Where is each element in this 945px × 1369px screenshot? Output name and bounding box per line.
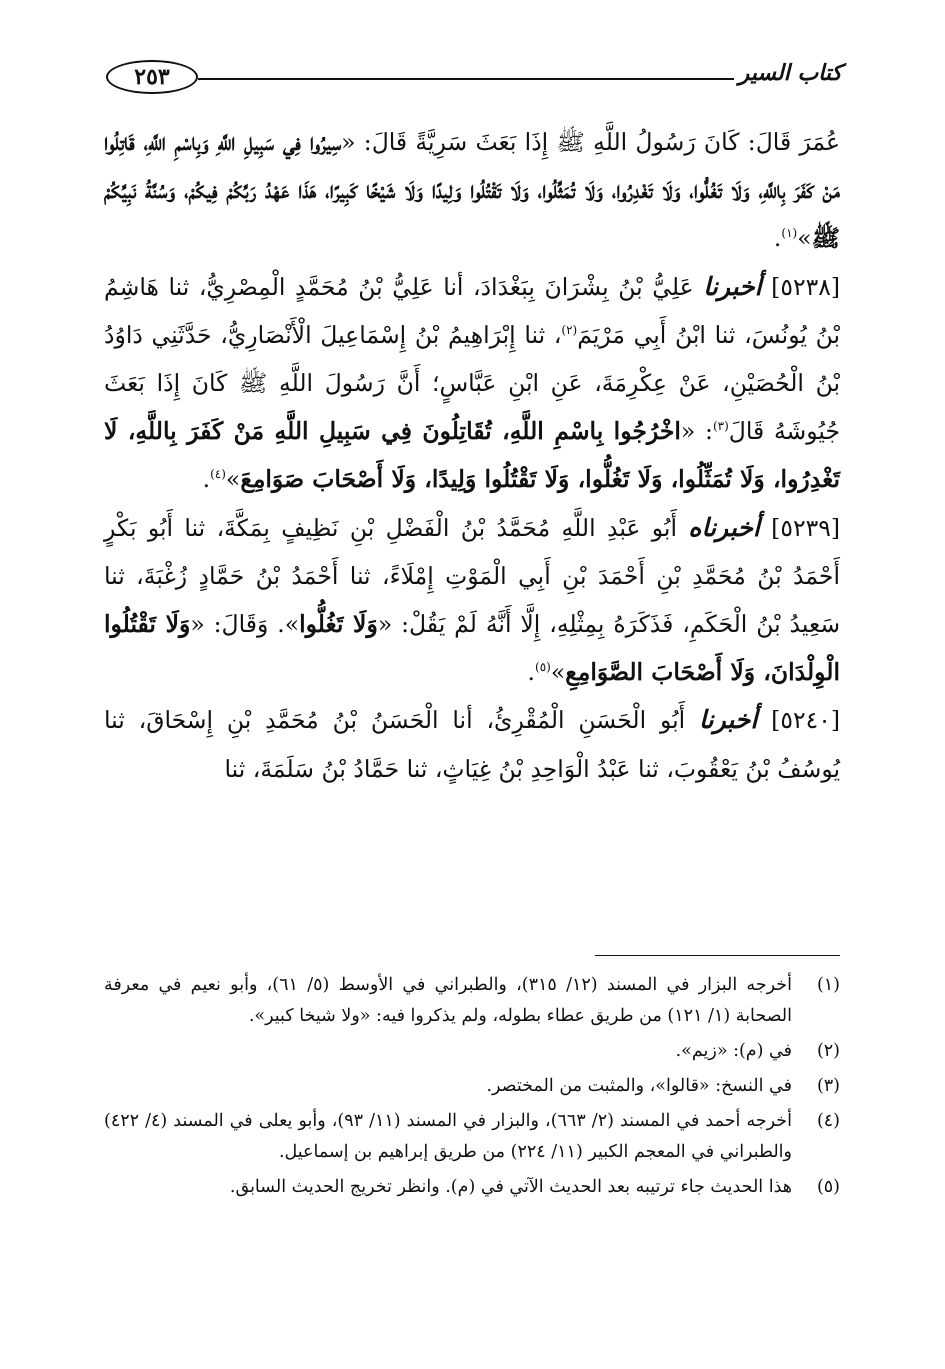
transmission-term: أخبرنا [703, 271, 762, 301]
hadith-text: سِيرُوا فِي سَبِيلِ اللَّهِ وَبِاسْمِ اللَّهِ، قَاتِلُوا مَنْ كَفَرَ بِاللَّهِ، وَلَا تَغُلُّوا، وَلَا تَغْدِرُوا، وَلَا تُمَثِّلُوا، وَلَا تَقْتُلُوا وَلِيدًا وَلَا شَيْخًا كَبِيرًا، هَذَا عَهْدُ رَبِّكُمْ فِيكُمْ، وَسُنَّةُ نَبِيِّكُمْ ﷺ [104, 128, 840, 253]
footnote-ref: (٢) [561, 322, 578, 337]
text-run: . [773, 224, 782, 253]
text-run: . [527, 658, 536, 687]
text-run: : « [680, 417, 713, 446]
text-run: » [797, 224, 812, 253]
footnote-text: في (م): «زيم». [675, 1041, 792, 1061]
footnote-ref: (١) [781, 226, 798, 241]
footnote-text: هذا الحديث جاء ترتيبه بعد الحديث الآتي في (م). وانظر تخريج الحديث السابق. [229, 1177, 792, 1197]
footnote-text: في النسخ: «قالوا»، والمثبت من المختصر. [486, 1076, 792, 1096]
footnote-number: (١) [816, 975, 840, 995]
book-title: كتاب السير [738, 60, 842, 86]
footnote-number: (٥) [816, 1177, 840, 1197]
paragraph [104, 263, 840, 504]
paragraph [104, 504, 840, 697]
footnote [104, 1106, 840, 1168]
footnotes [104, 970, 840, 1207]
hadith-text: وَلَا تَغُلُّوا [299, 610, 378, 639]
text-run: » [225, 465, 241, 494]
footnote-number: (٤) [816, 1111, 840, 1131]
footnote-separator [595, 955, 840, 956]
hadith-text: وَلَا تَقْتُلُوا الْوِلْدَانَ، وَلَا أَصْحَابَ الصَّوَامِعِ [104, 610, 840, 687]
text-run: عَلِيُّ بْنُ بِشْرَانَ بِبَغْدَادَ، أنا عَلِيُّ بْنُ مُحَمَّدٍ الْمِصْرِيُّ، ثنا هَاشِمُ بْنُ يُونُسَ، ثنا ابْنُ أَبِي مَرْيَمَ [104, 272, 841, 349]
text-run: أَبُو عَبْدِ اللَّهِ مُحَمَّدُ بْنُ الْفَضْلِ بْنِ نَظِيفٍ بِمَكَّةَ، ثنا أَبُو بَكْرٍ أَحْمَدُ بْنُ مُحَمَّدِ بْنِ أَحْمَدَ بْنِ أَبِي الْمَوْتِ إِمْلَاءً، ثنا أَحْمَدُ بْنُ حَمَّادٍ زُغْبَةَ، ثنا سَعِيدُ بْنُ الْحَكَمِ، فَذَكَرَهُ بِمِثْلِهِ، إِلَّا أَنَّهُ لَمْ يَقُلْ: « [104, 513, 841, 639]
footnote [104, 970, 840, 1032]
footnote-ref: (٤) [210, 467, 226, 482]
transmission-term: أخبرنا [699, 705, 758, 735]
footnote [104, 1036, 840, 1067]
text-run: ، ثنا إِبْرَاهِيمُ بْنُ إِسْمَاعِيلَ الْأَنْصَارِيُّ، حَدَّثَنِي دَاوُدُ بْنُ الْحُصَيْنِ، عَنْ عِكْرِمَةَ، عَنِ ابْنِ عَبَّاسٍ؛ أَنَّ رَسُولَ اللَّهِ ﷺ كَانَ إِذَا بَعَثَ جُيُوشَهُ قَالَ [104, 320, 841, 446]
hadith-number: [٥٢٣٩] [759, 513, 840, 542]
footnote-number: (٣) [816, 1076, 840, 1096]
text-run: ». وَقَالَ: « [190, 610, 300, 639]
footnote-number: (٢) [816, 1041, 840, 1061]
hadith-number: [٥٢٤٠] [757, 706, 841, 735]
footnote-text: أخرجه أحمد في المسند (٢/ ٦٦٣)، والبزار في المسند (١١/ ٩٣)، وأبو يعلى في المسند (٤/ ٤٢٢) والطبراني في المعجم الكبير (١١/ ٢٢٤) من طريق إبراهيم بن إسماعيل. [104, 1111, 792, 1162]
hadith-text: اخْرُجُوا بِاسْمِ اللَّهِ، تُقَاتِلُونَ فِي سَبِيلِ اللَّهِ مَنْ كَفَرَ بِاللَّهِ، لَا تَغْدِرُوا، وَلَا تُمَثِّلُوا، وَلَا تَغُلُّوا، وَلَا تَقْتُلُوا وَلِيدًا، وَلَا أَصْحَابَ صَوَامِعَ [104, 417, 840, 494]
page-number: ٢٥٣ [106, 60, 198, 94]
footnote-text: أخرجه البزار في المسند (١٢/ ٣١٥)، والطبراني في الأوسط (٥/ ٦١)، وأبو نعيم في معرفة الصحابة (١/ ١٢١) من طريق عطاء بطوله، ولم يذكروا فيه: «ولا شيخا كبير». [104, 975, 792, 1026]
footnote-ref: (٥) [535, 660, 551, 675]
header-rule [198, 78, 734, 80]
footnote [104, 1071, 840, 1102]
text-run: » [550, 658, 566, 687]
main-text [104, 118, 840, 793]
page-header [106, 58, 842, 98]
text-run: عُمَرَ قَالَ: كَانَ رَسُولُ اللَّهِ ﷺ إِذَا بَعَثَ سَرِيَّةً قَالَ: « [341, 128, 841, 156]
footnote [104, 1172, 840, 1203]
paragraph [104, 118, 840, 263]
hadith-number: [٥٢٣٨] [761, 272, 840, 301]
footnote-ref: (٣) [712, 419, 729, 434]
text-run: . [202, 465, 211, 494]
paragraph [104, 696, 840, 792]
transmission-term: أخبرناه [688, 512, 760, 542]
text-run: أَبُو الْحَسَنِ الْمُقْرِئُ، أنا الْحَسَنُ بْنُ مُحَمَّدِ بْنِ إِسْحَاقَ، ثنا يُوسُفُ بْنُ يَعْقُوبَ، ثنا عَبْدُ الْوَاحِدِ بْنُ غِيَاثٍ، ثنا حَمَّادُ بْنُ سَلَمَةَ، ثنا [104, 706, 840, 783]
